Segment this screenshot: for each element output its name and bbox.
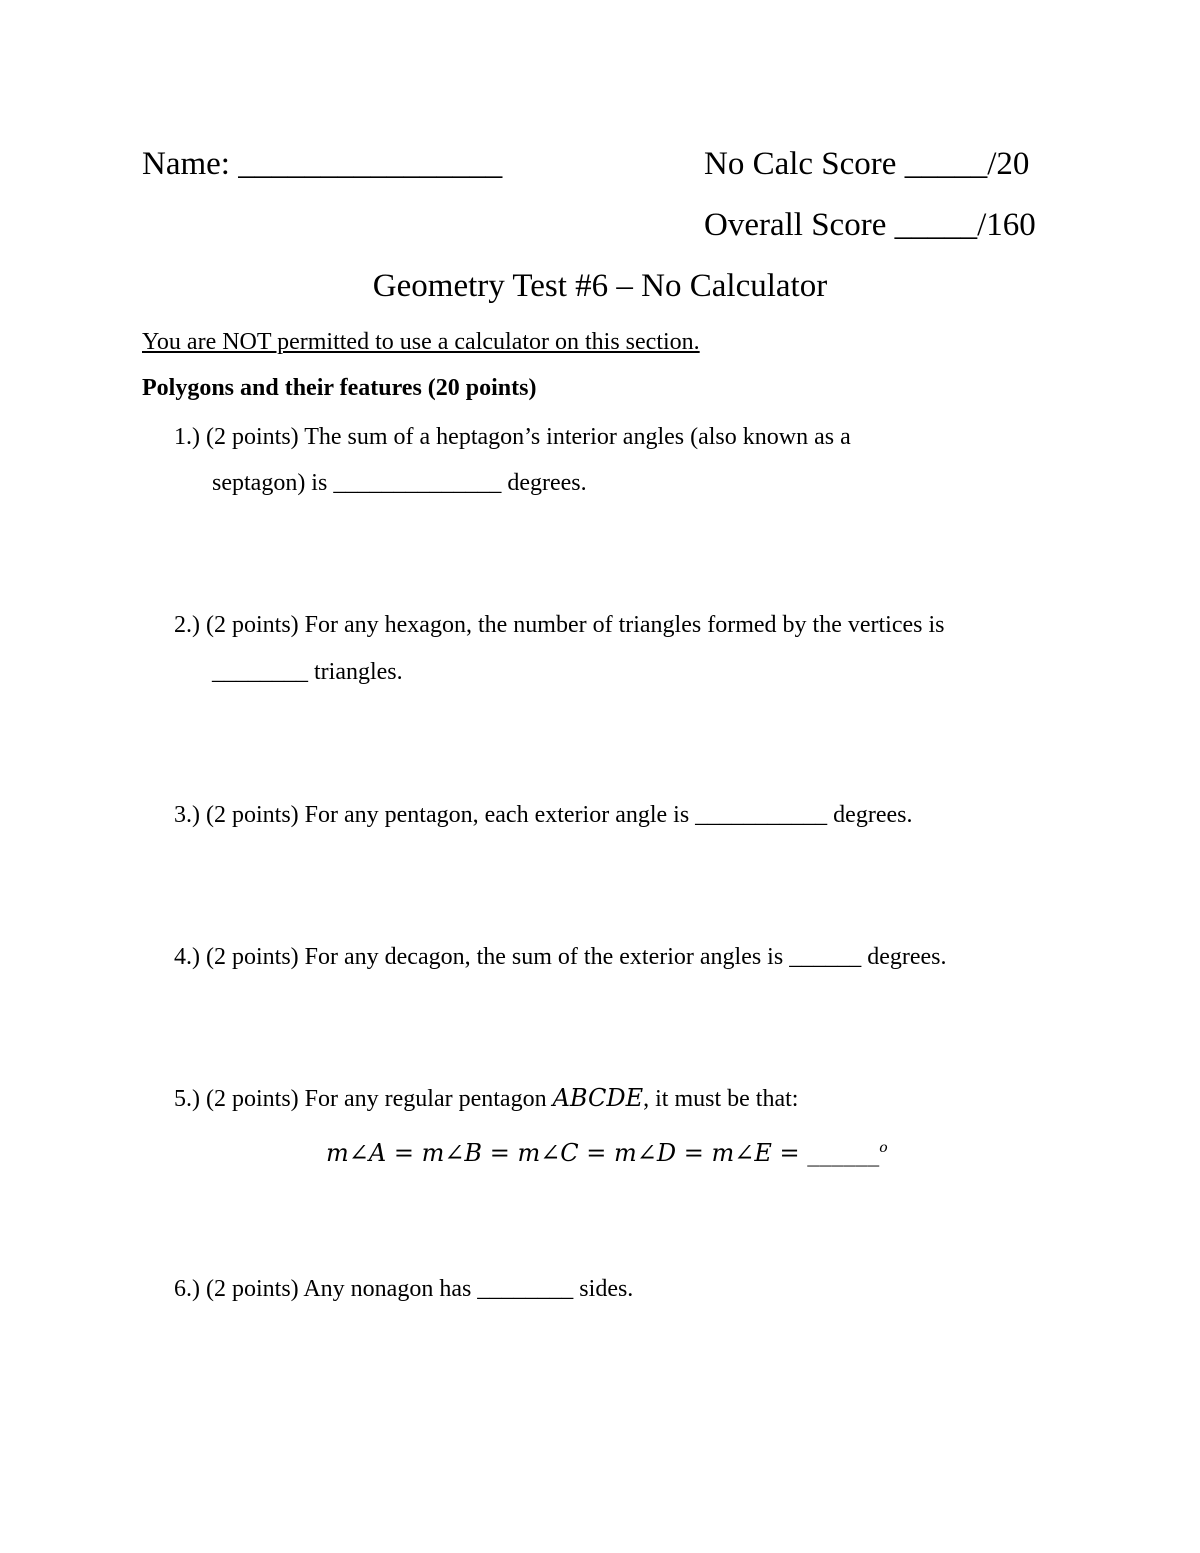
page-title: Geometry Test #6 – No Calculator — [372, 268, 828, 304]
name-field-label: Name: ________________ — [142, 146, 503, 182]
question-1-line-2: septagon) is ______________ degrees. — [212, 470, 587, 496]
equation-text: m∠A = m∠B = m∠C = m∠D = m∠E = ______ — [326, 1139, 880, 1167]
question-4-line-1: 4.) (2 points) For any decagon, the sum of the exterior angles is ______ degrees. — [174, 944, 947, 970]
question-5-equation — [326, 1133, 888, 1168]
question-2-line-2: ________ triangles. — [212, 659, 403, 685]
no-calc-score-label: No Calc Score _____/20 — [704, 146, 1030, 182]
degree-mark: o — [879, 1140, 888, 1156]
question-3-line-1: 3.) (2 points) For any pentagon, each exterior angle is ___________ degrees. — [174, 802, 913, 828]
calculator-notice: You are NOT permitted to use a calculator on this section. — [142, 329, 700, 355]
section-heading: Polygons and their features (20 points) — [142, 375, 537, 401]
question-6-line-1: 6.) (2 points) Any nonagon has ________ sides. — [174, 1276, 634, 1302]
question-5-line-1 — [174, 1083, 798, 1114]
question-1-line-1: 1.) (2 points) The sum of a heptagon’s interior angles (also known as a — [174, 424, 851, 450]
overall-score-label: Overall Score _____/160 — [704, 207, 1036, 243]
question-5-suffix: , it must be that: — [643, 1086, 799, 1112]
question-2-line-1: 2.) (2 points) For any hexagon, the number of triangles formed by the vertices is — [174, 612, 945, 638]
question-5-variable: ABCDE — [552, 1084, 644, 1112]
question-5-prefix: 5.) (2 points) For any regular pentagon — [174, 1086, 553, 1112]
